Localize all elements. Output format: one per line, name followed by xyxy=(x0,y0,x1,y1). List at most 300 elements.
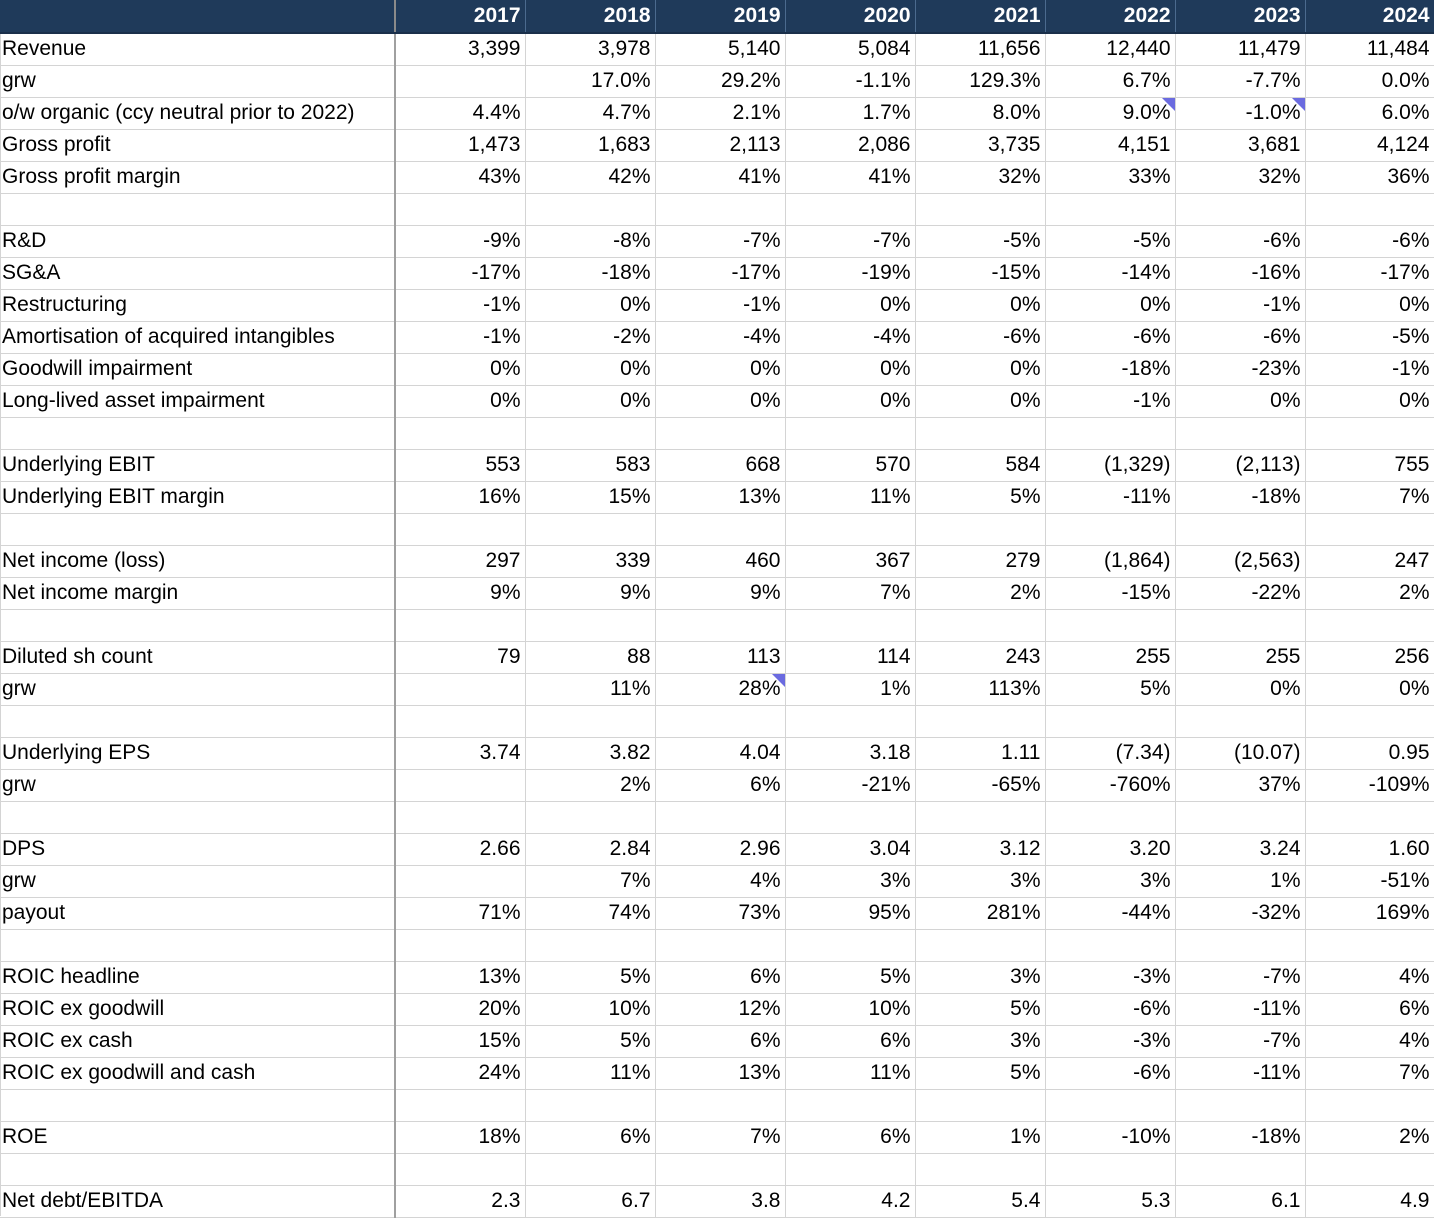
value-cell[interactable]: 41% xyxy=(785,161,915,193)
row-label-cell[interactable]: Net debt/EBITDA xyxy=(0,1185,395,1217)
value-cell[interactable]: 32% xyxy=(1175,161,1305,193)
value-cell[interactable]: -7% xyxy=(655,225,785,257)
value-cell[interactable] xyxy=(525,929,655,961)
value-cell[interactable]: -17% xyxy=(395,257,525,289)
value-cell[interactable]: 3,399 xyxy=(395,33,525,65)
value-cell[interactable]: 4% xyxy=(1305,961,1434,993)
value-cell[interactable]: 29.2% xyxy=(655,65,785,97)
value-cell[interactable]: 6% xyxy=(655,769,785,801)
value-cell[interactable]: 2.96 xyxy=(655,833,785,865)
value-cell[interactable]: 79 xyxy=(395,641,525,673)
value-cell[interactable]: 3.82 xyxy=(525,737,655,769)
value-cell[interactable] xyxy=(1045,801,1175,833)
value-cell[interactable]: 5% xyxy=(915,993,1045,1025)
value-cell[interactable]: 11% xyxy=(785,1057,915,1089)
value-cell[interactable] xyxy=(1175,1089,1305,1121)
row-label-cell[interactable] xyxy=(0,1089,395,1121)
value-cell[interactable]: 2% xyxy=(915,577,1045,609)
year-header-2022[interactable]: 2022 xyxy=(1045,0,1175,33)
value-cell[interactable]: 3.04 xyxy=(785,833,915,865)
row-label-cell[interactable] xyxy=(0,929,395,961)
row-label-cell[interactable]: Restructuring xyxy=(0,289,395,321)
value-cell[interactable]: 0% xyxy=(655,353,785,385)
value-cell[interactable]: 1.11 xyxy=(915,737,1045,769)
value-cell[interactable]: 5% xyxy=(525,961,655,993)
value-cell-with-comment[interactable]: 9.0% xyxy=(1045,97,1175,129)
value-cell[interactable]: 3.12 xyxy=(915,833,1045,865)
value-cell[interactable]: 367 xyxy=(785,545,915,577)
value-cell[interactable] xyxy=(1175,609,1305,641)
value-cell[interactable]: 255 xyxy=(1175,641,1305,673)
value-cell[interactable]: -11% xyxy=(1175,993,1305,1025)
value-cell[interactable] xyxy=(1305,193,1434,225)
value-cell[interactable] xyxy=(395,673,525,705)
row-label-cell[interactable]: Underlying EBIT margin xyxy=(0,481,395,513)
value-cell[interactable] xyxy=(1045,1153,1175,1185)
value-cell[interactable]: -1.1% xyxy=(785,65,915,97)
value-cell[interactable]: 4,151 xyxy=(1045,129,1175,161)
value-cell[interactable]: -5% xyxy=(1045,225,1175,257)
value-cell[interactable]: 0% xyxy=(915,353,1045,385)
value-cell[interactable]: -18% xyxy=(1175,481,1305,513)
row-label-cell[interactable] xyxy=(0,193,395,225)
value-cell[interactable]: -18% xyxy=(525,257,655,289)
value-cell[interactable]: 32% xyxy=(915,161,1045,193)
value-cell[interactable]: -5% xyxy=(915,225,1045,257)
value-cell[interactable]: -11% xyxy=(1175,1057,1305,1089)
value-cell[interactable] xyxy=(655,193,785,225)
value-cell[interactable]: 5% xyxy=(1045,673,1175,705)
value-cell[interactable]: 41% xyxy=(655,161,785,193)
value-cell[interactable]: 247 xyxy=(1305,545,1434,577)
value-cell[interactable]: 113 xyxy=(655,641,785,673)
value-cell[interactable]: 0% xyxy=(395,385,525,417)
row-label-cell[interactable]: payout xyxy=(0,897,395,929)
value-cell[interactable]: -11% xyxy=(1045,481,1175,513)
value-cell[interactable]: 3.20 xyxy=(1045,833,1175,865)
row-label-cell[interactable]: Revenue xyxy=(0,33,395,65)
value-cell[interactable]: 15% xyxy=(525,481,655,513)
value-cell[interactable]: 460 xyxy=(655,545,785,577)
value-cell[interactable]: -51% xyxy=(1305,865,1434,897)
value-cell[interactable]: 37% xyxy=(1175,769,1305,801)
value-cell[interactable] xyxy=(1175,193,1305,225)
value-cell[interactable]: 33% xyxy=(1045,161,1175,193)
value-cell[interactable] xyxy=(1175,1153,1305,1185)
value-cell[interactable]: 9% xyxy=(655,577,785,609)
value-cell[interactable]: 3% xyxy=(915,961,1045,993)
value-cell[interactable] xyxy=(1305,1153,1434,1185)
value-cell[interactable] xyxy=(785,513,915,545)
value-cell[interactable]: -21% xyxy=(785,769,915,801)
value-cell[interactable]: 3,978 xyxy=(525,33,655,65)
value-cell[interactable] xyxy=(1045,929,1175,961)
value-cell[interactable] xyxy=(1175,513,1305,545)
value-cell[interactable]: 11,656 xyxy=(915,33,1045,65)
row-label-cell[interactable]: Diluted sh count xyxy=(0,641,395,673)
row-label-cell[interactable] xyxy=(0,609,395,641)
value-cell[interactable] xyxy=(655,801,785,833)
value-cell[interactable]: 6% xyxy=(785,1025,915,1057)
row-label-cell[interactable]: Net income (loss) xyxy=(0,545,395,577)
value-cell[interactable]: (2,113) xyxy=(1175,449,1305,481)
value-cell[interactable]: 5,140 xyxy=(655,33,785,65)
row-label-cell[interactable]: R&D xyxy=(0,225,395,257)
value-cell[interactable]: 36% xyxy=(1305,161,1434,193)
value-cell[interactable]: 6% xyxy=(785,1121,915,1153)
row-label-cell[interactable] xyxy=(0,513,395,545)
value-cell[interactable] xyxy=(655,1089,785,1121)
value-cell[interactable]: 7% xyxy=(1305,481,1434,513)
value-cell[interactable]: -15% xyxy=(915,257,1045,289)
value-cell[interactable]: -1% xyxy=(1305,353,1434,385)
value-cell[interactable]: -5% xyxy=(1305,321,1434,353)
year-header-2019[interactable]: 2019 xyxy=(655,0,785,33)
value-cell[interactable]: 71% xyxy=(395,897,525,929)
value-cell[interactable]: 0.0% xyxy=(1305,65,1434,97)
value-cell[interactable]: 297 xyxy=(395,545,525,577)
value-cell[interactable]: 12,440 xyxy=(1045,33,1175,65)
value-cell[interactable]: 243 xyxy=(915,641,1045,673)
value-cell[interactable]: 0% xyxy=(1175,673,1305,705)
value-cell[interactable]: -8% xyxy=(525,225,655,257)
value-cell[interactable] xyxy=(655,929,785,961)
value-cell[interactable]: 2.84 xyxy=(525,833,655,865)
value-cell[interactable]: -44% xyxy=(1045,897,1175,929)
value-cell[interactable]: 11,484 xyxy=(1305,33,1434,65)
value-cell[interactable]: 73% xyxy=(655,897,785,929)
value-cell[interactable]: 3,735 xyxy=(915,129,1045,161)
value-cell[interactable]: 10% xyxy=(525,993,655,1025)
value-cell[interactable]: -6% xyxy=(1045,993,1175,1025)
value-cell[interactable]: 43% xyxy=(395,161,525,193)
value-cell[interactable]: 668 xyxy=(655,449,785,481)
value-cell[interactable]: -7% xyxy=(1175,961,1305,993)
value-cell[interactable]: 9% xyxy=(525,577,655,609)
value-cell[interactable] xyxy=(395,705,525,737)
value-cell[interactable]: 6.7 xyxy=(525,1185,655,1217)
row-label-cell[interactable]: ROIC ex goodwill xyxy=(0,993,395,1025)
value-cell[interactable]: 3% xyxy=(915,865,1045,897)
value-cell[interactable]: 0% xyxy=(1045,289,1175,321)
value-cell[interactable] xyxy=(395,65,525,97)
value-cell[interactable]: -32% xyxy=(1175,897,1305,929)
value-cell[interactable]: 3% xyxy=(785,865,915,897)
value-cell[interactable]: 3.8 xyxy=(655,1185,785,1217)
value-cell[interactable]: 1% xyxy=(1175,865,1305,897)
row-label-cell[interactable]: SG&A xyxy=(0,257,395,289)
value-cell[interactable] xyxy=(655,705,785,737)
value-cell[interactable]: 4% xyxy=(655,865,785,897)
value-cell[interactable]: -65% xyxy=(915,769,1045,801)
year-header-2017[interactable]: 2017 xyxy=(395,0,525,33)
value-cell[interactable]: -23% xyxy=(1175,353,1305,385)
row-label-cell[interactable]: o/w organic (ccy neutral prior to 2022) xyxy=(0,97,395,129)
value-cell[interactable] xyxy=(525,609,655,641)
row-label-cell[interactable] xyxy=(0,801,395,833)
value-cell[interactable] xyxy=(1305,801,1434,833)
row-label-cell[interactable]: Net income margin xyxy=(0,577,395,609)
value-cell[interactable]: 12% xyxy=(655,993,785,1025)
value-cell[interactable] xyxy=(785,417,915,449)
row-label-cell[interactable]: grw xyxy=(0,865,395,897)
value-cell[interactable]: -15% xyxy=(1045,577,1175,609)
value-cell[interactable]: 7% xyxy=(785,577,915,609)
value-cell[interactable]: 88 xyxy=(525,641,655,673)
value-cell[interactable] xyxy=(1305,513,1434,545)
value-cell[interactable]: 10% xyxy=(785,993,915,1025)
value-cell[interactable]: 8.0% xyxy=(915,97,1045,129)
value-cell[interactable]: 1,473 xyxy=(395,129,525,161)
value-cell[interactable]: 0% xyxy=(655,385,785,417)
value-cell[interactable] xyxy=(1175,705,1305,737)
value-cell[interactable]: 16% xyxy=(395,481,525,513)
value-cell[interactable]: -6% xyxy=(915,321,1045,353)
value-cell[interactable]: 7% xyxy=(1305,1057,1434,1089)
value-cell[interactable]: 5,084 xyxy=(785,33,915,65)
value-cell[interactable] xyxy=(395,513,525,545)
value-cell[interactable]: 3% xyxy=(1045,865,1175,897)
value-cell[interactable]: -17% xyxy=(1305,257,1434,289)
value-cell[interactable] xyxy=(655,513,785,545)
row-label-cell[interactable]: Gross profit margin xyxy=(0,161,395,193)
value-cell[interactable]: -2% xyxy=(525,321,655,353)
row-label-cell[interactable] xyxy=(0,417,395,449)
value-cell[interactable] xyxy=(395,865,525,897)
value-cell[interactable]: 2.66 xyxy=(395,833,525,865)
value-cell[interactable]: 6% xyxy=(655,1025,785,1057)
value-cell[interactable] xyxy=(915,609,1045,641)
value-cell[interactable]: 4.04 xyxy=(655,737,785,769)
value-cell[interactable]: -4% xyxy=(785,321,915,353)
value-cell[interactable] xyxy=(395,929,525,961)
value-cell[interactable] xyxy=(915,801,1045,833)
value-cell[interactable]: 42% xyxy=(525,161,655,193)
value-cell[interactable]: 11% xyxy=(785,481,915,513)
value-cell[interactable]: 0% xyxy=(785,289,915,321)
value-cell[interactable]: 3,681 xyxy=(1175,129,1305,161)
value-cell[interactable] xyxy=(785,705,915,737)
year-header-2020[interactable]: 2020 xyxy=(785,0,915,33)
value-cell[interactable] xyxy=(915,193,1045,225)
value-cell[interactable]: 1,683 xyxy=(525,129,655,161)
value-cell[interactable]: -1% xyxy=(1045,385,1175,417)
row-label-cell[interactable]: Underlying EPS xyxy=(0,737,395,769)
value-cell[interactable]: 0% xyxy=(785,353,915,385)
row-label-cell[interactable]: Underlying EBIT xyxy=(0,449,395,481)
value-cell[interactable]: -6% xyxy=(1175,321,1305,353)
value-cell[interactable]: 553 xyxy=(395,449,525,481)
value-cell[interactable]: 4.2 xyxy=(785,1185,915,1217)
value-cell[interactable] xyxy=(525,1153,655,1185)
value-cell[interactable]: 4.7% xyxy=(525,97,655,129)
row-label-cell[interactable]: Amortisation of acquired intangibles xyxy=(0,321,395,353)
value-cell[interactable]: 0% xyxy=(785,385,915,417)
value-cell[interactable]: -7.7% xyxy=(1175,65,1305,97)
year-header-2021[interactable]: 2021 xyxy=(915,0,1045,33)
value-cell[interactable] xyxy=(1175,801,1305,833)
value-cell[interactable]: (1,329) xyxy=(1045,449,1175,481)
value-cell[interactable]: 113% xyxy=(915,673,1045,705)
year-header-2023[interactable]: 2023 xyxy=(1175,0,1305,33)
row-label-cell[interactable]: Gross profit xyxy=(0,129,395,161)
value-cell-with-comment[interactable]: -1.0% xyxy=(1175,97,1305,129)
row-label-cell[interactable]: DPS xyxy=(0,833,395,865)
row-label-cell[interactable]: ROE xyxy=(0,1121,395,1153)
value-cell[interactable]: -14% xyxy=(1045,257,1175,289)
value-cell[interactable] xyxy=(525,193,655,225)
value-cell[interactable]: 18% xyxy=(395,1121,525,1153)
row-label-cell[interactable] xyxy=(0,1153,395,1185)
value-cell[interactable]: 3.18 xyxy=(785,737,915,769)
value-cell[interactable]: 1.7% xyxy=(785,97,915,129)
value-cell[interactable]: 0% xyxy=(915,289,1045,321)
value-cell[interactable] xyxy=(915,513,1045,545)
value-cell[interactable]: 2% xyxy=(525,769,655,801)
value-cell[interactable]: -7% xyxy=(1175,1025,1305,1057)
value-cell[interactable]: -6% xyxy=(1045,321,1175,353)
value-cell-with-comment[interactable]: 28% xyxy=(655,673,785,705)
value-cell[interactable]: 74% xyxy=(525,897,655,929)
value-cell[interactable] xyxy=(1045,513,1175,545)
value-cell[interactable]: 129.3% xyxy=(915,65,1045,97)
value-cell[interactable]: -1% xyxy=(655,289,785,321)
value-cell[interactable] xyxy=(395,801,525,833)
value-cell[interactable]: 4.9 xyxy=(1305,1185,1434,1217)
value-cell[interactable]: 20% xyxy=(395,993,525,1025)
year-header-2024[interactable]: 2024 xyxy=(1305,0,1434,33)
value-cell[interactable]: -7% xyxy=(785,225,915,257)
value-cell[interactable] xyxy=(785,609,915,641)
value-cell[interactable]: 570 xyxy=(785,449,915,481)
value-cell[interactable]: -1% xyxy=(1175,289,1305,321)
value-cell[interactable]: 0% xyxy=(1305,385,1434,417)
value-cell[interactable]: 114 xyxy=(785,641,915,673)
value-cell[interactable]: 11% xyxy=(525,673,655,705)
row-label-cell[interactable] xyxy=(0,705,395,737)
value-cell[interactable]: 0% xyxy=(1305,289,1434,321)
value-cell[interactable]: -16% xyxy=(1175,257,1305,289)
value-cell[interactable]: 6.7% xyxy=(1045,65,1175,97)
value-cell[interactable] xyxy=(1305,929,1434,961)
value-cell[interactable]: -9% xyxy=(395,225,525,257)
value-cell[interactable] xyxy=(395,417,525,449)
value-cell[interactable]: (7.34) xyxy=(1045,737,1175,769)
value-cell[interactable]: -10% xyxy=(1045,1121,1175,1153)
value-cell[interactable] xyxy=(395,1153,525,1185)
value-cell[interactable]: 11,479 xyxy=(1175,33,1305,65)
row-label-cell[interactable]: Goodwill impairment xyxy=(0,353,395,385)
value-cell[interactable]: -109% xyxy=(1305,769,1434,801)
value-cell[interactable]: 255 xyxy=(1045,641,1175,673)
value-cell[interactable]: -3% xyxy=(1045,961,1175,993)
value-cell[interactable]: -1% xyxy=(395,321,525,353)
value-cell[interactable] xyxy=(525,417,655,449)
value-cell[interactable]: 0% xyxy=(525,289,655,321)
value-cell[interactable]: 0% xyxy=(915,385,1045,417)
value-cell[interactable]: 13% xyxy=(395,961,525,993)
value-cell[interactable] xyxy=(1305,705,1434,737)
value-cell[interactable]: -22% xyxy=(1175,577,1305,609)
value-cell[interactable] xyxy=(655,609,785,641)
row-label-cell[interactable]: ROIC ex goodwill and cash xyxy=(0,1057,395,1089)
value-cell[interactable]: 3.74 xyxy=(395,737,525,769)
value-cell[interactable]: 0% xyxy=(395,353,525,385)
value-cell[interactable]: 95% xyxy=(785,897,915,929)
value-cell[interactable] xyxy=(525,801,655,833)
value-cell[interactable]: 6% xyxy=(525,1121,655,1153)
value-cell[interactable]: 256 xyxy=(1305,641,1434,673)
value-cell[interactable] xyxy=(1305,1089,1434,1121)
value-cell[interactable]: 1% xyxy=(785,673,915,705)
value-cell[interactable]: 5% xyxy=(785,961,915,993)
value-cell[interactable]: 24% xyxy=(395,1057,525,1089)
value-cell[interactable]: 4.4% xyxy=(395,97,525,129)
value-cell[interactable]: 5% xyxy=(915,1057,1045,1089)
value-cell[interactable] xyxy=(1045,705,1175,737)
value-cell[interactable]: 6% xyxy=(655,961,785,993)
value-cell[interactable] xyxy=(395,1089,525,1121)
value-cell[interactable] xyxy=(785,801,915,833)
value-cell[interactable]: 339 xyxy=(525,545,655,577)
value-cell[interactable] xyxy=(525,1089,655,1121)
value-cell[interactable]: -18% xyxy=(1175,1121,1305,1153)
value-cell[interactable]: 7% xyxy=(655,1121,785,1153)
value-cell[interactable]: 0.95 xyxy=(1305,737,1434,769)
value-cell[interactable]: (2,563) xyxy=(1175,545,1305,577)
value-cell[interactable]: 2% xyxy=(1305,577,1434,609)
value-cell[interactable] xyxy=(1045,609,1175,641)
value-cell[interactable]: 2,113 xyxy=(655,129,785,161)
value-cell[interactable]: 0% xyxy=(525,353,655,385)
value-cell[interactable]: -19% xyxy=(785,257,915,289)
value-cell[interactable]: 755 xyxy=(1305,449,1434,481)
value-cell[interactable]: 5.3 xyxy=(1045,1185,1175,1217)
value-cell[interactable]: 4,124 xyxy=(1305,129,1434,161)
value-cell[interactable] xyxy=(1305,417,1434,449)
value-cell[interactable]: 6.1 xyxy=(1175,1185,1305,1217)
value-cell[interactable]: 13% xyxy=(655,481,785,513)
value-cell[interactable]: -1% xyxy=(395,289,525,321)
value-cell[interactable]: -6% xyxy=(1175,225,1305,257)
value-cell[interactable]: 6% xyxy=(1305,993,1434,1025)
value-cell[interactable] xyxy=(1045,193,1175,225)
value-cell[interactable]: -18% xyxy=(1045,353,1175,385)
value-cell[interactable]: 279 xyxy=(915,545,1045,577)
row-label-cell[interactable]: ROIC headline xyxy=(0,961,395,993)
value-cell[interactable] xyxy=(395,769,525,801)
row-label-cell[interactable]: Long-lived asset impairment xyxy=(0,385,395,417)
value-cell[interactable] xyxy=(1305,609,1434,641)
value-cell[interactable]: 169% xyxy=(1305,897,1434,929)
value-cell[interactable]: 17.0% xyxy=(525,65,655,97)
value-cell[interactable]: 9% xyxy=(395,577,525,609)
value-cell[interactable] xyxy=(1175,929,1305,961)
value-cell[interactable]: 3% xyxy=(915,1025,1045,1057)
value-cell[interactable]: -4% xyxy=(655,321,785,353)
value-cell[interactable]: 6.0% xyxy=(1305,97,1434,129)
value-cell[interactable] xyxy=(655,1153,785,1185)
row-label-cell[interactable]: grw xyxy=(0,65,395,97)
value-cell[interactable] xyxy=(525,513,655,545)
value-cell[interactable] xyxy=(785,193,915,225)
value-cell[interactable]: 11% xyxy=(525,1057,655,1089)
value-cell[interactable]: 1.60 xyxy=(1305,833,1434,865)
value-cell[interactable] xyxy=(395,193,525,225)
value-cell[interactable]: -6% xyxy=(1045,1057,1175,1089)
value-cell[interactable]: -760% xyxy=(1045,769,1175,801)
value-cell[interactable]: 13% xyxy=(655,1057,785,1089)
